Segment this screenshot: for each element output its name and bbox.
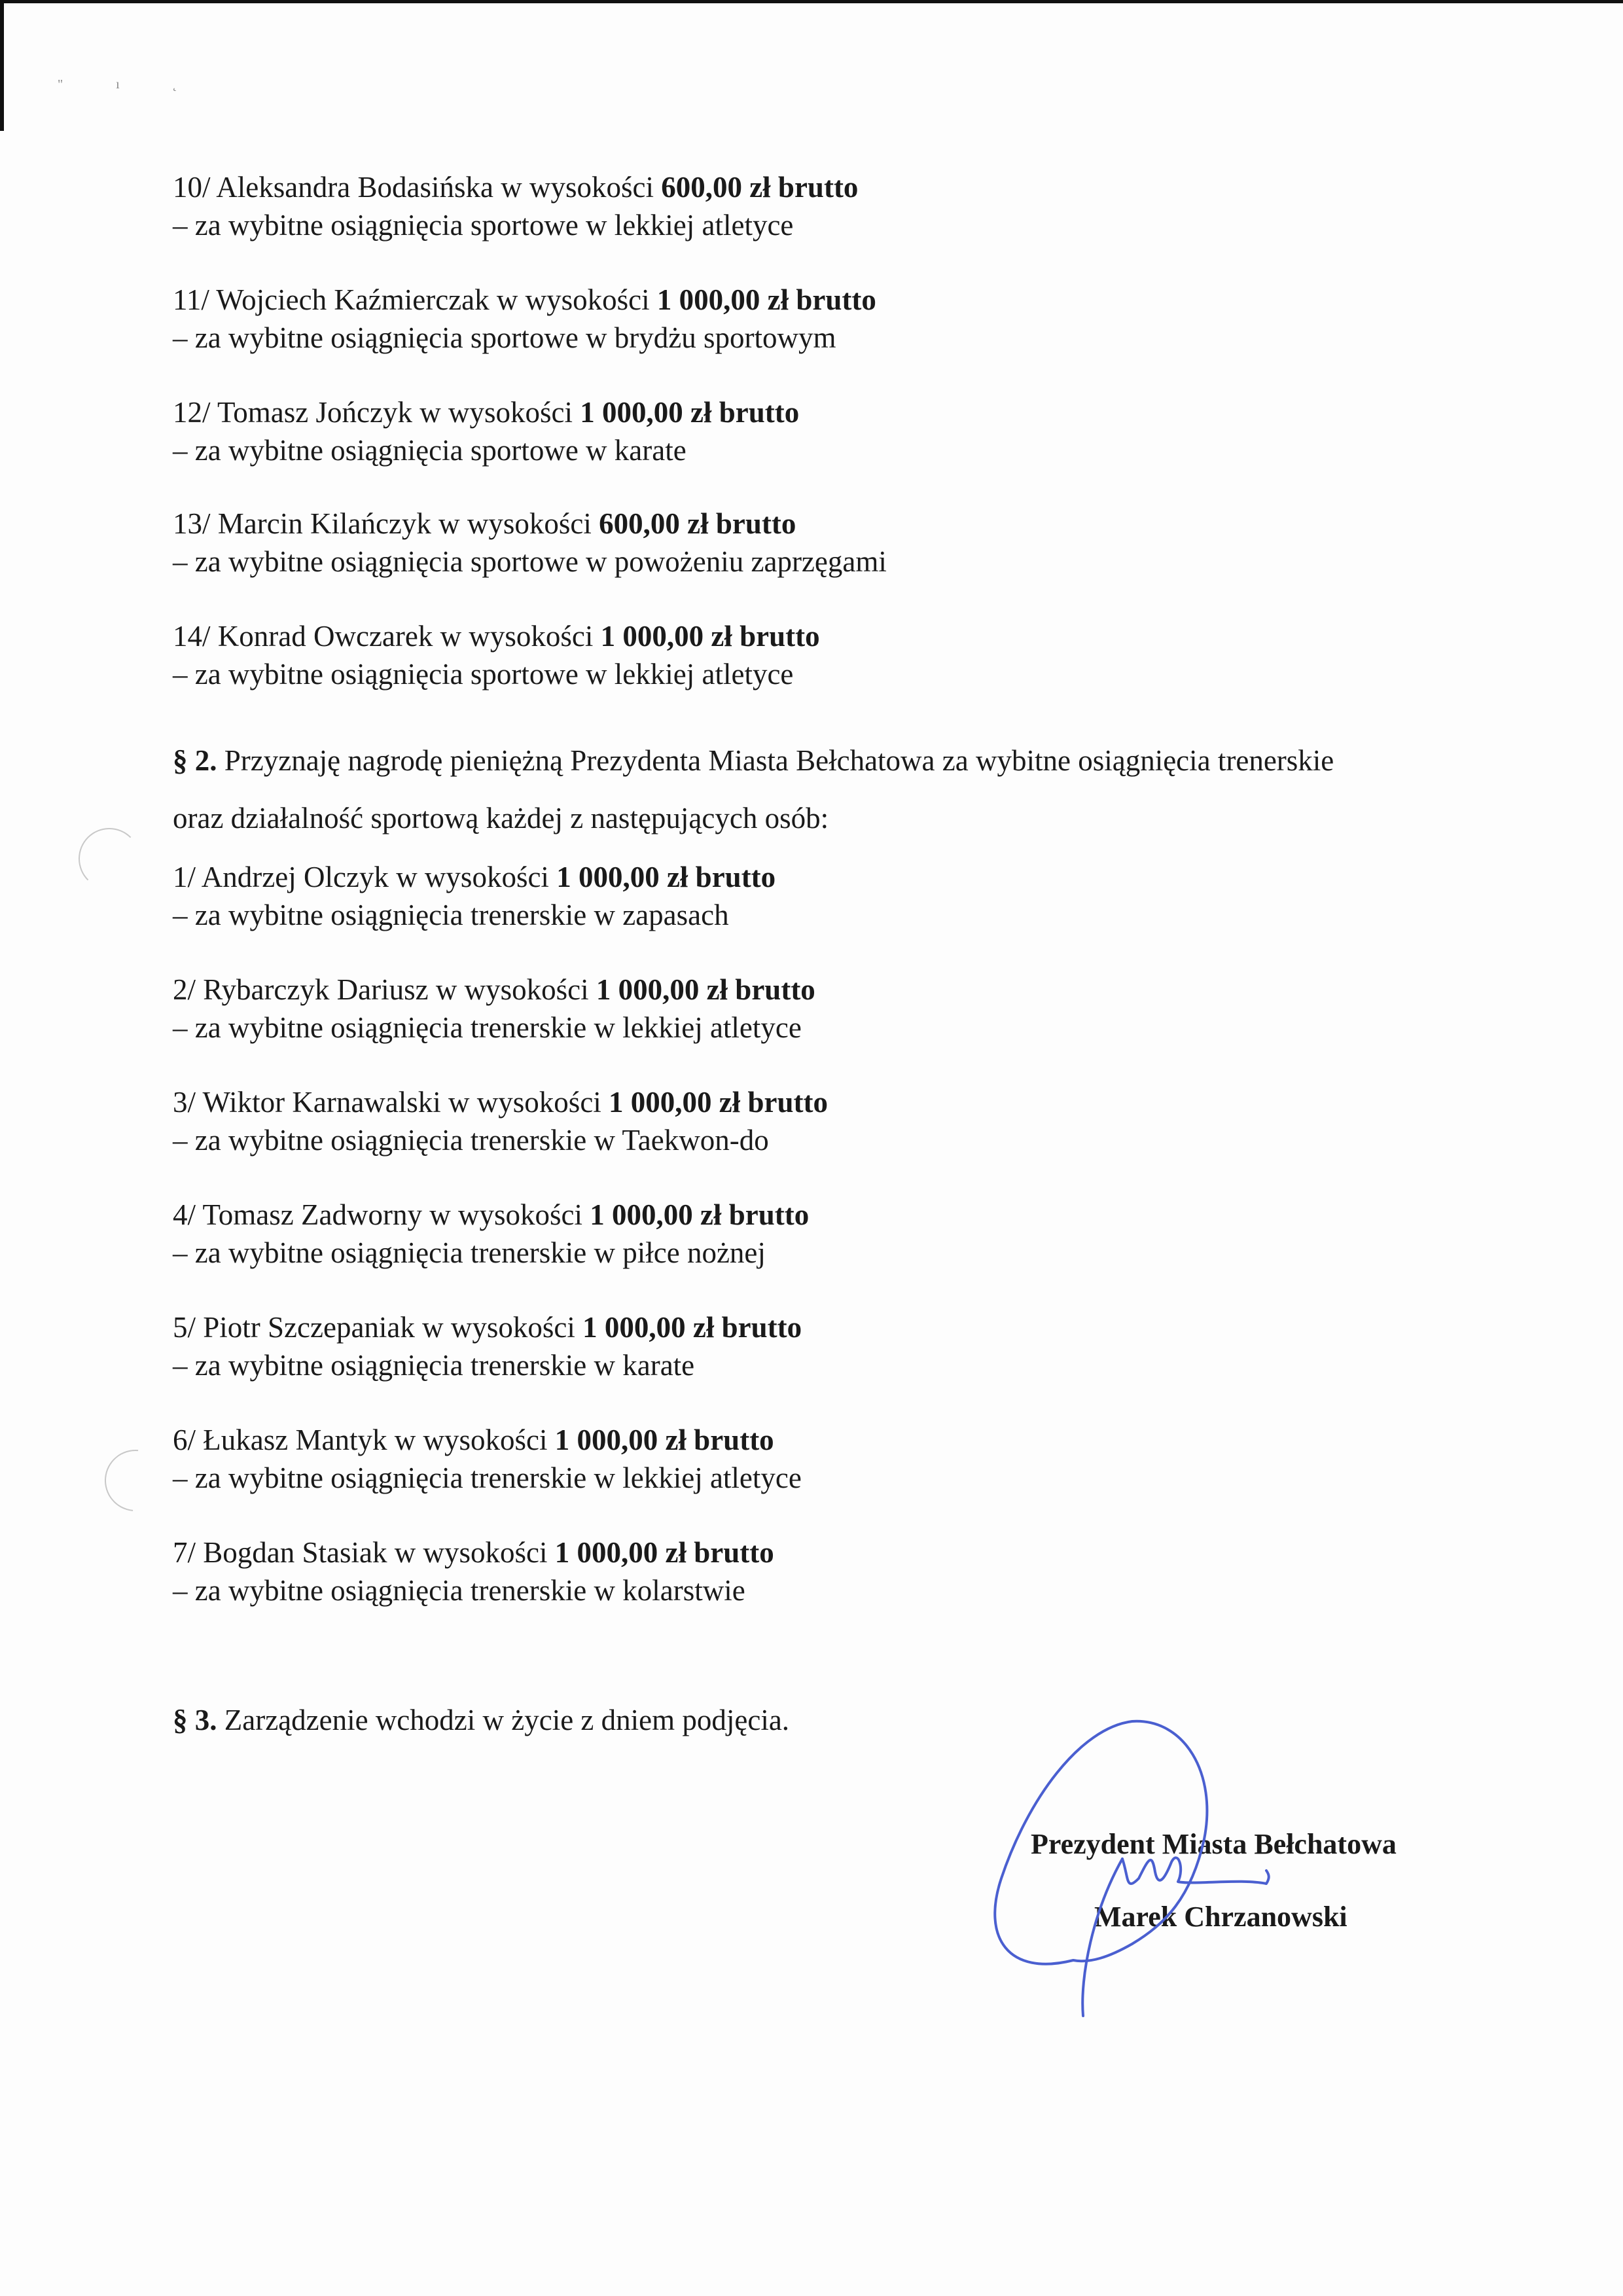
award-amount: 600,00 zł brutto [599, 507, 796, 540]
signatory-title: Prezydent Miasta Bełchatowa [1031, 1828, 1397, 1860]
award-reason: – za wybitne osiągnięcia sportowe w powożeniu zaprzęgami [173, 545, 887, 578]
award-heading: 10/ Aleksandra Bodasińska w wysokości 600,00 zł brutto [173, 171, 859, 204]
award-name: Aleksandra Bodasińska [216, 171, 493, 204]
award-amount: 1 000,00 zł brutto [580, 396, 800, 429]
punch-hole-mark [79, 828, 140, 889]
award-heading: 13/ Marcin Kilańczyk w wysokości 600,00 zł brutto [173, 507, 796, 540]
award-heading: 4/ Tomasz Zadworny w wysokości 1 000,00 zł brutto [173, 1198, 810, 1231]
section-2-intro: § 2. Przyznaję nagrodę pieniężną Prezydenta Miasta Bełchatowa za wybitne osiągnięcia trenerskie [173, 744, 1334, 777]
award-name: Wiktor Karnawalski [202, 1086, 441, 1119]
award-amount: 1 000,00 zł brutto [609, 1086, 829, 1119]
award-reason: – za wybitne osiągnięcia sportowe w karate [173, 434, 687, 467]
award-name: Bogdan Stasiak [203, 1536, 387, 1569]
award-amount: 1 000,00 zł brutto [554, 1424, 774, 1456]
award-heading: 6/ Łukasz Mantyk w wysokości 1 000,00 zł brutto [173, 1424, 774, 1456]
signature-stroke [995, 1721, 1207, 1964]
award-reason: – za wybitne osiągnięcia trenerskie w lekkiej atletyce [173, 1462, 802, 1494]
scan-top-edge [0, 0, 1623, 3]
award-amount: 1 000,00 zł brutto [556, 861, 776, 893]
award-reason: – za wybitne osiągnięcia trenerskie w lekkiej atletyce [173, 1011, 802, 1044]
handwritten-signature [969, 1702, 1492, 2068]
award-name: Łukasz Mantyk [203, 1424, 387, 1456]
award-amount: 1 000,00 zł brutto [582, 1311, 802, 1344]
award-heading: 11/ Wojciech Kaźmierczak w wysokości 1 000,00 zł brutto [173, 283, 876, 316]
award-amount: 1 000,00 zł brutto [596, 973, 815, 1006]
award-name: Tomasz Jończyk [217, 396, 412, 429]
page-marks: " ı ˛ [58, 77, 202, 92]
award-heading: 7/ Bogdan Stasiak w wysokości 1 000,00 zł brutto [173, 1536, 774, 1569]
award-reason: – za wybitne osiągnięcia trenerskie w Taekwon-do [173, 1124, 769, 1157]
award-reason: – za wybitne osiągnięcia trenerskie w piłce nożnej [173, 1236, 766, 1269]
award-name: Tomasz Zadworny [202, 1198, 422, 1231]
award-reason: – za wybitne osiągnięcia sportowe w brydżu sportowym [173, 321, 836, 354]
signatory-name: Marek Chrzanowski [1094, 1901, 1347, 1933]
award-amount: 600,00 zł brutto [661, 171, 859, 204]
award-heading: 1/ Andrzej Olczyk w wysokości 1 000,00 zł brutto [173, 861, 776, 893]
award-reason: – za wybitne osiągnięcia sportowe w lekkiej atletyce [173, 658, 794, 691]
award-name: Rybarczyk Dariusz [203, 973, 429, 1006]
punch-hole-mark [92, 1437, 179, 1524]
section-2-intro-cont: oraz działalność sportową każdej z następujących osób: [173, 802, 829, 834]
section-3: § 3. Zarządzenie wchodzi w życie z dniem podjęcia. [173, 1704, 790, 1736]
award-name: Marcin Kilańczyk [217, 507, 431, 540]
award-heading: 3/ Wiktor Karnawalski w wysokości 1 000,00 zł brutto [173, 1086, 829, 1119]
award-name: Piotr Szczepaniak [203, 1311, 415, 1344]
award-reason: – za wybitne osiągnięcia trenerskie w kolarstwie [173, 1574, 745, 1607]
award-name: Andrzej Olczyk [201, 861, 389, 893]
award-reason: – za wybitne osiągnięcia sportowe w lekkiej atletyce [173, 209, 794, 242]
award-heading: 14/ Konrad Owczarek w wysokości 1 000,00 zł brutto [173, 620, 820, 653]
award-name: Wojciech Kaźmierczak [216, 283, 490, 316]
section-label: § 3. [173, 1704, 217, 1736]
award-reason: – za wybitne osiągnięcia trenerskie w zapasach [173, 899, 729, 931]
award-amount: 1 000,00 zł brutto [590, 1198, 810, 1231]
signature-stroke [1082, 1859, 1122, 2016]
section-label: § 2. [173, 744, 217, 777]
scan-left-edge [0, 0, 4, 131]
award-amount: 1 000,00 zł brutto [656, 283, 876, 316]
award-name: Konrad Owczarek [217, 620, 433, 653]
award-amount: 1 000,00 zł brutto [554, 1536, 774, 1569]
award-heading: 12/ Tomasz Jończyk w wysokości 1 000,00 zł brutto [173, 396, 800, 429]
award-heading: 5/ Piotr Szczepaniak w wysokości 1 000,00 zł brutto [173, 1311, 802, 1344]
award-heading: 2/ Rybarczyk Dariusz w wysokości 1 000,00 zł brutto [173, 973, 815, 1006]
award-amount: 1 000,00 zł brutto [600, 620, 820, 653]
award-reason: – za wybitne osiągnięcia trenerskie w karate [173, 1349, 695, 1382]
